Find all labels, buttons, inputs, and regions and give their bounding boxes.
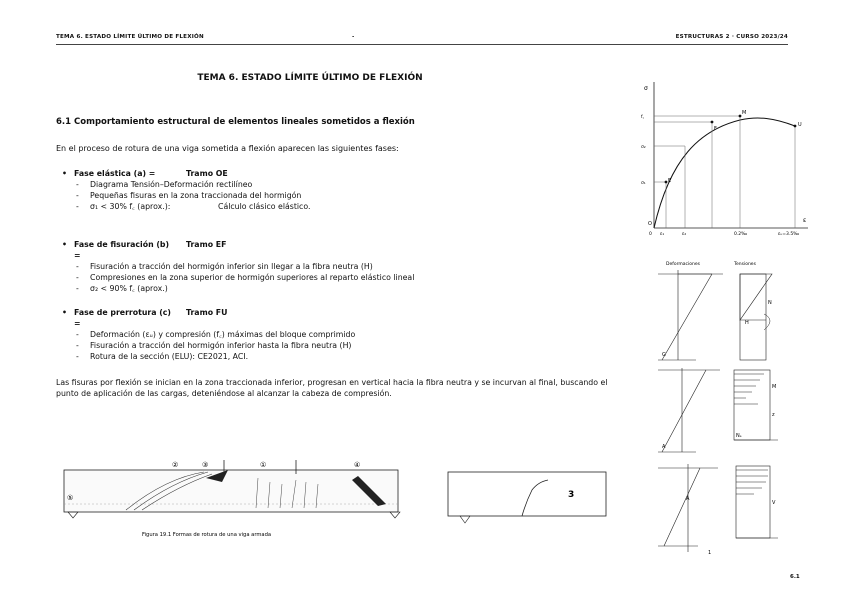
phase-tramo: Tramo FU	[186, 308, 228, 317]
tick-0: 0	[649, 232, 652, 237]
crack-label-1: ①	[260, 461, 267, 469]
bullet: •	[62, 240, 67, 249]
svg-text:z: z	[772, 412, 775, 418]
svg-text:G: G	[662, 352, 666, 358]
tick-s2: σ₂	[641, 145, 646, 150]
svg-text:V: V	[772, 500, 776, 506]
crack-label-2: ②	[172, 461, 179, 469]
point-e	[665, 181, 668, 184]
point-m	[739, 115, 742, 118]
svg-text:N: N	[768, 300, 772, 306]
tick-s1: σ₁	[641, 181, 646, 186]
col-stresses: Tensiones	[734, 262, 756, 267]
beam-shear-figure	[444, 466, 614, 528]
list-item: - Deformación (εᵤ) y compresión (f꜀) máximas del bloque comprimido	[76, 329, 355, 340]
phase-tramo: Tramo EF	[186, 240, 227, 249]
list-item: - Diagrama Tensión–Deformación rectilíneo	[76, 179, 310, 190]
list-item: - Compresiones en la zona superior de hormigón superiores al reparto elástico lineal	[76, 272, 414, 283]
stress-strain-figure	[640, 78, 812, 238]
bullet: •	[62, 169, 67, 178]
point-u	[794, 125, 797, 128]
page-title: TEMA 6. ESTADO LÍMITE ÚLTIMO DE FLEXIÓN	[197, 73, 423, 83]
list-item: - σ₁ < 30% f꜀ (aprox.): Cálculo clásico elástico.	[76, 201, 310, 212]
svg-text:Nₛ: Nₛ	[736, 433, 742, 439]
closing-paragraph: Las fisuras por flexión se inician en la zona traccionada inferior, progresan en vertical hacia la fibra neutra y se incurvan al final, buscando el punto de aplicación de las cargas, deteniéndose al alcanzar la cabeza de compresión.	[56, 378, 608, 399]
label-e: E	[668, 178, 672, 184]
phase-tramo: Tramo OE	[186, 169, 228, 178]
list-item: - Rotura de la sección (ELU): CE2021, ACI.	[76, 351, 355, 362]
svg-text:1: 1	[708, 550, 712, 556]
phase-name: Fase de fisuración (b) =	[74, 240, 170, 260]
header-right: ESTRUCTURAS 2 · CURSO 2023/24	[675, 34, 788, 40]
phase-elastic	[62, 168, 310, 212]
beam-crack-figure	[56, 448, 410, 542]
label-f: F	[714, 126, 717, 132]
tick-e1: ε₁	[660, 232, 665, 237]
crack-label-5: ⑤	[67, 494, 74, 502]
list-item: - Pequeñas fisuras en la zona traccionada del hormigón	[76, 190, 310, 201]
svg-text:M: M	[772, 384, 777, 390]
bullet: •	[62, 308, 67, 317]
phase-prerupture	[62, 307, 355, 362]
tick-02: 0.2‰	[734, 232, 748, 237]
intro-paragraph: En el proceso de rotura de una viga sometida a flexión aparecen las siguientes fases:	[56, 144, 399, 153]
label-u: U	[798, 122, 802, 128]
x-axis-label: ε	[803, 217, 807, 224]
point-f	[711, 121, 714, 124]
list-item: - σ₂ < 90% f꜀ (aprox.)	[76, 283, 414, 294]
page-number: 6.1	[790, 574, 800, 580]
phase-name: Fase de prerrotura (c) =	[74, 308, 171, 328]
phase-name: Fase elástica (a) =	[74, 169, 156, 178]
svg-text:H: H	[745, 320, 749, 326]
tick-fc: f꜀	[641, 115, 645, 120]
label-o: O	[648, 221, 652, 227]
section-row-b	[658, 368, 778, 452]
y-axis-label: σ	[644, 85, 648, 92]
section-diagrams-figure	[648, 256, 788, 558]
header-divider	[56, 44, 788, 45]
crack-label-4: ④	[354, 461, 361, 469]
section-heading: 6.1 Comportamiento estructural de elementos lineales sometidos a flexión	[56, 117, 415, 127]
phase-cracking	[62, 239, 414, 294]
section-row-c	[658, 464, 778, 556]
col-deformations: Deformaciones	[666, 262, 700, 267]
svg-text:A: A	[686, 496, 690, 502]
beam-label: 3	[568, 490, 575, 500]
tick-e2: ε₂	[682, 232, 687, 237]
label-m: M	[742, 110, 747, 116]
svg-text:A: A	[662, 444, 666, 450]
tick-eu: εᵤ=3.5‰	[778, 232, 800, 237]
list-item: - Fisuración a tracción del hormigón inferior hasta la fibra neutra (H)	[76, 340, 355, 351]
crack-label-3: ③	[202, 461, 209, 469]
list-item: - Fisuración a tracción del hormigón inferior sin llegar a la fibra neutra (H)	[76, 261, 414, 272]
figure-caption: Figura 19.1 Formas de rotura de una viga armada	[142, 532, 272, 538]
section-row-a	[658, 270, 772, 360]
header-center: -	[352, 34, 355, 40]
header-left: TEMA 6. ESTADO LÍMITE ÚLTIMO DE FLEXIÓN	[56, 34, 204, 40]
